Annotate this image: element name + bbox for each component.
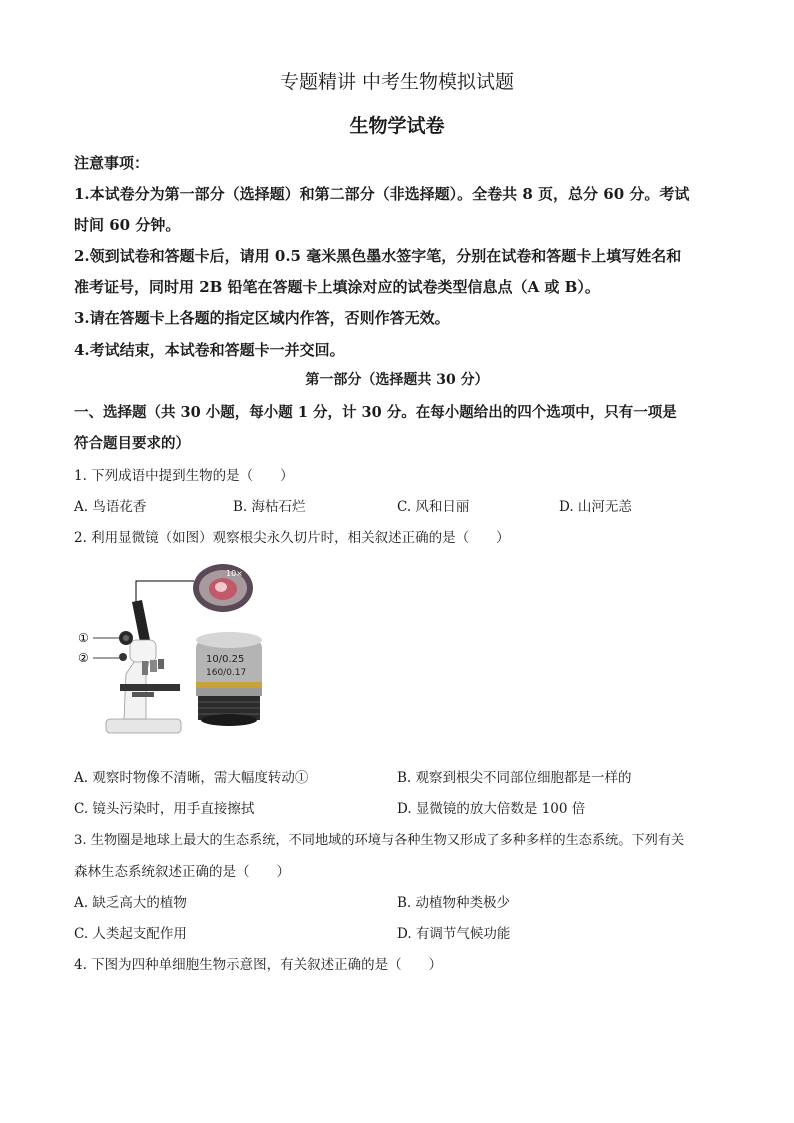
note-4: 4.考试结束，本试卷和答题卡一并交回。 <box>74 341 345 359</box>
question-2-option-b: B. 观察到根尖不同部位细胞都是一样的 <box>397 770 632 786</box>
section-instruction-line-1: 一、选择题（共 30 小题，每小题 1 分，计 30 分。在每小题给出的四个选项中，只有一项是 <box>74 404 677 421</box>
exam-title: 生物学试卷 <box>349 115 445 137</box>
question-1-option-d: D. 山河无恙 <box>559 499 632 515</box>
question-3-stem-line-1: 3. 生物圈是地球上最大的生态系统，不同地域的环境与各种生物又形成了多种多样的生态系统。下列有关 <box>74 833 685 848</box>
note-2-line-2: 准考证号，同时用 2B 铅笔在答题卡上填涂对应的试卷类型信息点（A 或 B）。 <box>74 278 600 296</box>
question-3-option-b: B. 动植物种类极少 <box>397 895 511 911</box>
question-2-stem: 2. 利用显微镜（如图）观察根尖永久切片时，相关叙述正确的是（ ） <box>74 530 510 546</box>
note-1-line-1: 1.本试卷分为第一部分（选择题）和第二部分（非选择题）。全卷共 8 页，总分 60 分。考试 <box>74 185 690 203</box>
note-3: 3.请在答题卡上各题的指定区域内作答，否则作答无效。 <box>74 309 450 327</box>
question-4-stem: 4. 下图为四种单细胞生物示意图，有关叙述正确的是（ ） <box>74 957 443 973</box>
question-3-option-c: C. 人类起支配作用 <box>74 926 187 942</box>
note-2-line-1: 2.领到试卷和答题卡后，请用 0.5 毫米黑色墨水签字笔，分别在试卷和答题卡上填写姓名和 <box>74 247 682 265</box>
label-marker-1: ① <box>78 631 89 645</box>
question-3-stem-line-2: 森林生态系统叙述正确的是（ ） <box>74 864 290 880</box>
section-title: 第一部分（选择题共 30 分） <box>305 372 489 388</box>
objective-label-1: 10/0.25 <box>206 654 245 665</box>
microscope-drawing <box>106 600 181 733</box>
question-1-option-a: A. 鸟语花香 <box>74 499 147 515</box>
question-1-stem: 1. 下列成语中提到生物的是（ ） <box>74 468 294 484</box>
notes-heading: 注意事项： <box>74 154 150 172</box>
objective-label-2: 160/0.17 <box>206 668 247 678</box>
question-1-option-c: C. 风和日丽 <box>397 499 470 515</box>
question-1-option-b: B. 海枯石烂 <box>233 499 306 515</box>
label-marker-2: ② <box>78 651 89 665</box>
note-1-line-2: 时间 60 分钟。 <box>74 216 181 234</box>
question-2-option-c: C. 镜头污染时，用手直接擦拭 <box>74 801 255 817</box>
question-2-option-d: D. 显微镜的放大倍数是 100 倍 <box>397 801 586 817</box>
question-3-option-d: D. 有调节气候功能 <box>397 926 511 942</box>
eyepiece-photo <box>193 564 253 612</box>
microscope-figure <box>76 556 276 742</box>
question-3-option-a: A. 缺乏高大的植物 <box>74 895 187 911</box>
question-2-option-a: A. 观察时物像不清晰，需大幅度转动① <box>74 770 309 786</box>
exam-subtitle: 专题精讲 中考生物模拟试题 <box>279 71 515 93</box>
objective-lens-photo <box>196 632 262 726</box>
eyepiece-magnification: 10× <box>226 569 243 578</box>
section-instruction-line-2: 符合题目要求的） <box>74 435 190 452</box>
